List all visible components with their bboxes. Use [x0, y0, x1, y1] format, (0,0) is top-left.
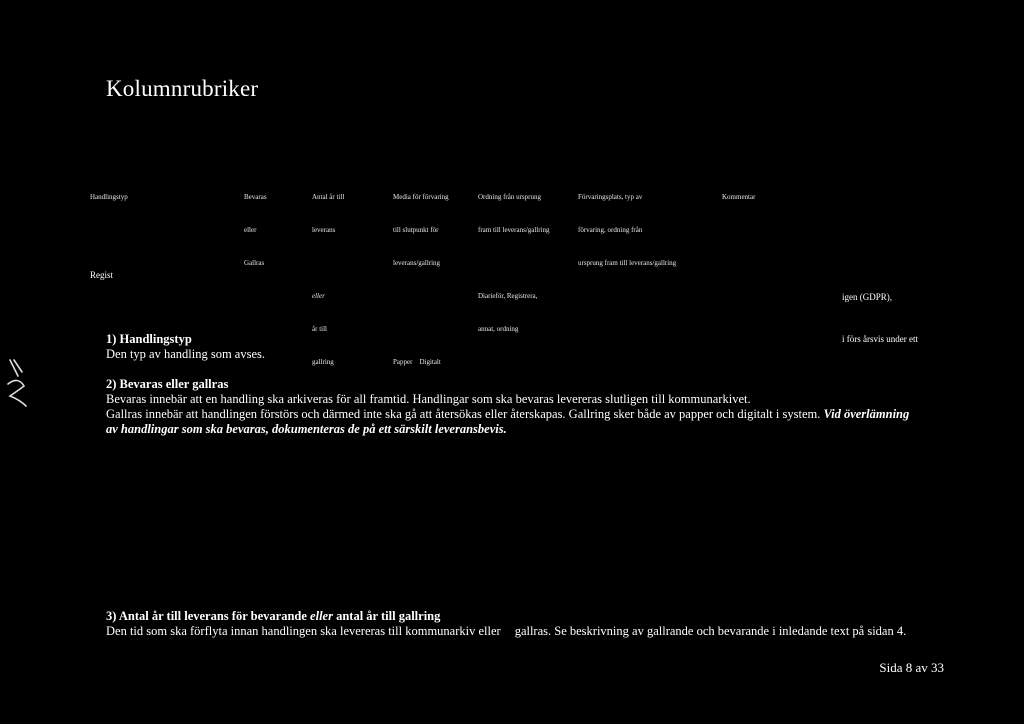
section-text	[106, 407, 966, 422]
section-title	[106, 609, 986, 624]
section-text-emphasis: Vid överlämning	[823, 407, 910, 421]
header-line: år till	[312, 325, 327, 333]
header-line: till slutpunkt för	[393, 226, 439, 234]
header-line: ursprung fram till leverans/gallring	[578, 259, 677, 267]
section-text-part: Den tid som ska förflyta innan handlingen ska levereras till kommunarkiv eller	[106, 624, 501, 638]
header-line: eller	[244, 226, 257, 234]
section-bevaras-gallras	[106, 377, 966, 437]
section-text: Den typ av handling som avses.	[106, 347, 266, 361]
header-line: Ordning från ursprung	[478, 193, 541, 201]
header-line: gallring	[312, 358, 334, 366]
section-title: 2) Bevaras eller gallras	[106, 377, 229, 391]
header-line: Antal år till	[312, 193, 345, 201]
comment-line: igen (GDPR),	[842, 292, 892, 302]
column-header-media	[393, 170, 449, 379]
header-line: Förvaringsplats, typ av	[578, 193, 643, 201]
header-line: eller	[312, 292, 325, 300]
header-line: leverans	[312, 226, 336, 234]
header-line: Handlingstyp	[90, 193, 128, 201]
header-line	[478, 258, 550, 269]
header-line: annat, ordning	[478, 325, 519, 333]
column-header-forvaringsplats	[578, 170, 676, 280]
table-row-label: Regist	[90, 270, 114, 280]
column-header-handlingstyp	[90, 170, 128, 214]
section-title-part: 3) Antal år till leverans för bevarande	[106, 609, 311, 623]
column-header-antal-ar	[312, 170, 344, 379]
column-header-ordning	[478, 170, 550, 346]
header-line	[393, 291, 449, 302]
header-line: Media för förvaring	[393, 193, 449, 201]
section-title-italic: eller	[310, 609, 333, 623]
column-header-kommentar	[722, 170, 755, 214]
header-line: Papper Digitalt	[393, 358, 441, 366]
header-line: Bevaras	[244, 193, 267, 201]
header-line: Kommentar	[722, 193, 756, 201]
section-title: 1) Handlingstyp	[106, 332, 192, 346]
header-line	[393, 324, 449, 335]
header-line: förvaring, ordning från	[578, 226, 643, 234]
column-header-bevaras-gallras	[244, 170, 267, 280]
section-antal-ar	[106, 609, 986, 639]
header-line: Diarieför, Registrera,	[478, 292, 538, 300]
section-handlingstyp	[106, 332, 265, 362]
header-line	[312, 258, 344, 269]
header-line: leverans/gallring	[393, 259, 441, 267]
header-line: Gallras	[244, 259, 265, 267]
section-text-emphasis: av handlingar som ska bevaras, dokumenteras de på ett särskilt leveransbevis.	[106, 422, 507, 436]
section-text-part: gallras. Se beskrivning av gallrande och bevarande i inledande text på sidan 4.	[514, 624, 907, 638]
section-text	[106, 624, 986, 639]
section-text: Bevaras innebär att en handling ska arkiveras för all framtid. Handlingar som ska bevaras levereras slutligen till kommunarkivet.	[106, 392, 751, 406]
table-row-comment	[842, 262, 918, 360]
section-title-part: antal år till gallring	[332, 609, 441, 623]
header-line: fram till leverans/gallring	[478, 226, 550, 234]
page-number: Sida 8 av 33	[879, 660, 944, 675]
comment-line: i förs årsvis under ett	[842, 334, 918, 344]
section-text-plain: Gallras innebär att handlingen förstörs och därmed inte ska gå att återsökas eller återskapas. Gallring sker både av papper och digitalt i system.	[106, 407, 821, 421]
handwritten-mark-icon	[4, 356, 30, 412]
page-heading: Kolumnrubriker	[106, 76, 259, 101]
